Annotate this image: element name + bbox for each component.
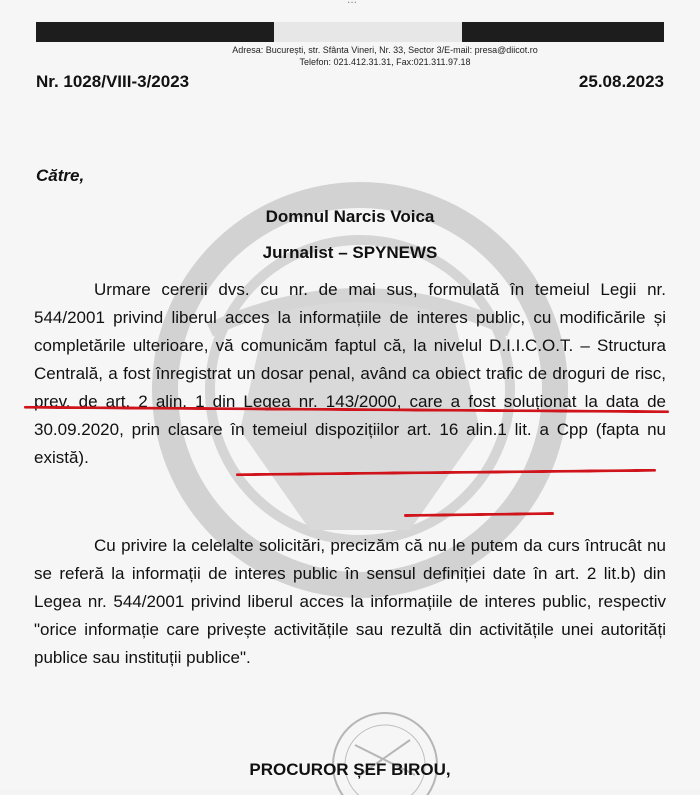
document-number: Nr. 1028/VIII-3/2023 [36,72,190,91]
official-stamp [325,705,445,795]
header-bar-right [462,22,664,42]
header-bar-middle [274,22,462,42]
addressee-title: Jurnalist – SPYNEWS [262,243,438,262]
phone-line: Telefon: 021.412.31.31, Fax:021.311.97.18 [299,57,471,67]
header-address [150,44,620,68]
header-cut-text [232,0,472,6]
paragraph-2-text: Cu privire la celelalte solicitări, precizăm că nu le putem da curs întrucât nu se referă la informații de interes public în sensul definiției date în art. 2 lit.b) din Legea nr. 544/2001 privind liberul acces la informațiile de interes public, respectiv "orice informație care privește activitățile sau rezultă din activitățile unei autorități publice sau instituții publice". [34,536,666,667]
highlight-line-3 [404,512,554,517]
paragraph-1 [34,276,666,472]
paragraph-2 [34,532,666,672]
address-line: Adresa: București, str. Sfânta Vineri, Nr. 33, Sector 3/E-mail: presa@diicot.ro [232,45,538,55]
salutation: Către, [36,166,85,185]
document-date: 25.08.2023 [578,72,664,91]
paragraph-1-text: Urmare cererii dvs. cu nr. de mai sus, formulată în temeiul Legii nr. 544/2001 privind liberul acces la informațiile de interes public, cu modificările și completările ulterioare, vă comunicăm faptul că, la nivelul D.I.I.C.O.T. – Structura Centrală, a fost înregistrat un dosar penal, având ca obiect trafic de droguri de risc, prev. de art. 2 alin. 1 din Legea nr. 143/2000, care a fost soluționat la data de 30.09.2020, prin clasare în temeiul dispozițiilor art. 16 alin.1 lit. a Cpp (fapta nu există). [34,280,666,467]
addressee-name: Domnul Narcis Voica [265,207,435,226]
signature-title: PROCUROR ȘEF BIROU, [249,760,451,779]
header-bar-left [36,22,274,42]
